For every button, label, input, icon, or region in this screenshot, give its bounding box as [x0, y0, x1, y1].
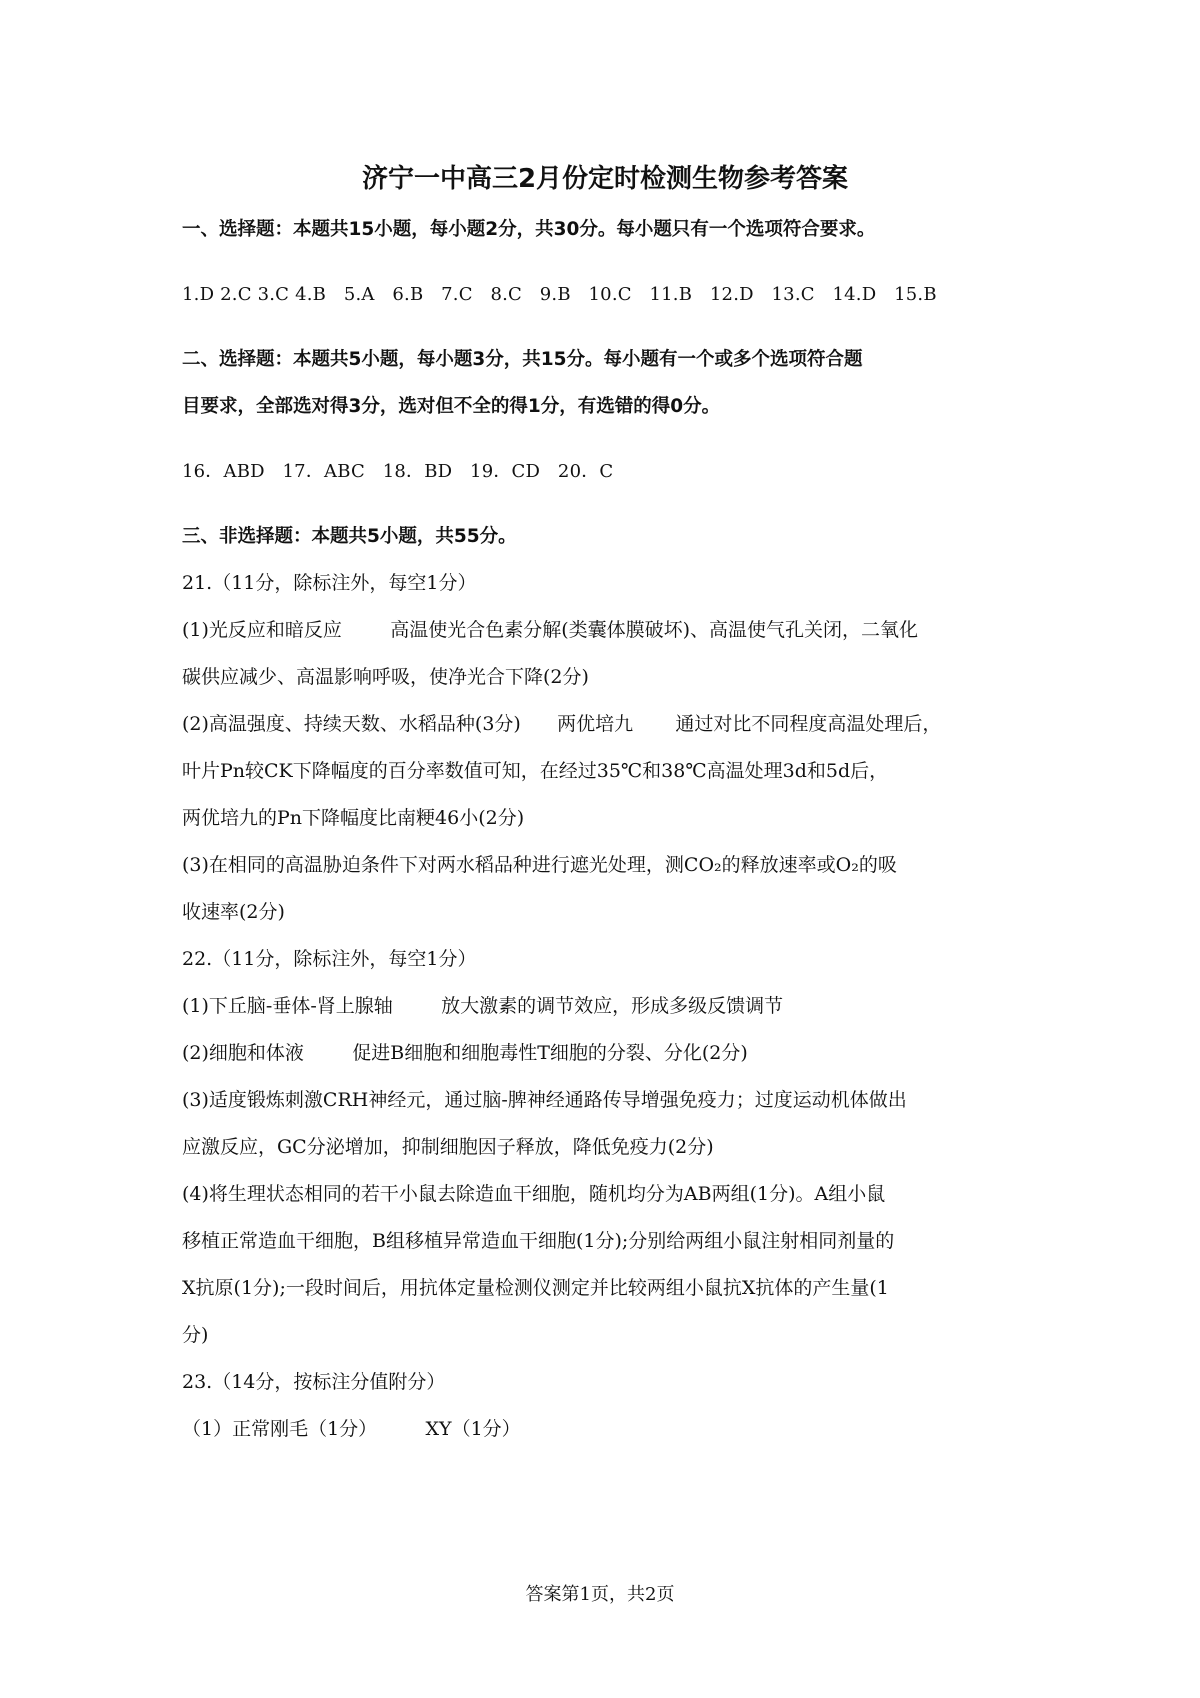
q22-part4-line4: 分) — [182, 1324, 209, 1346]
q22-part2: (2)细胞和体液 促进B细胞和细胞毒性T细胞的分裂、分化(2分) — [182, 1042, 748, 1064]
q22-part4-line3: X抗原(1分);一段时间后，用抗体定量检测仪测定并比较两组小鼠抗X抗体的产生量(1 — [182, 1277, 889, 1299]
q21-part2-line2: 叶片Pn较CK下降幅度的百分率数值可知，在经过35℃和38℃高温处理3d和5d后， — [182, 760, 889, 782]
section1-answers: 1.D 2.C 3.C 4.B 5.A 6.B 7.C 8.C 9.B 10.C 11.B 12.D 13.C 14.D 15.B — [182, 284, 937, 305]
section3-heading: 三、非选择题：本题共5小题，共55分。 — [182, 526, 517, 547]
q22-part4-line2: 移植正常造血干细胞，B组移植异常造血干细胞(1分);分别给两组小鼠注射相同剂量的 — [182, 1230, 895, 1252]
answer-content — [182, 160, 1028, 1453]
section1-heading: 一、选择题：本题共15小题，每小题2分，共30分。每小题只有一个选项符合要求。 — [182, 219, 876, 240]
q21-part2-line3: 两优培九的Pn下降幅度比南粳46小(2分) — [182, 807, 525, 829]
q23-header: 23.（14分，按标注分值附分） — [182, 1371, 446, 1393]
q21-part1-line2: 碳供应减少、高温影响呼吸，使净光合下降(2分) — [182, 666, 589, 688]
q22-part1: (1)下丘脑-垂体-肾上腺轴 放大激素的调节效应，形成多级反馈调节 — [182, 995, 784, 1017]
section2-heading-line2: 目要求，全部选对得3分，选对但不全的得1分，有选错的得0分。 — [182, 396, 721, 417]
q21-part3-line2: 收速率(2分) — [182, 901, 285, 923]
q21-part2-line1: (2)高温强度、持续天数、水稻品种(3分) 两优培九 通过对比不同程度高温处理后， — [182, 713, 942, 735]
q22-part3-line1: (3)适度锻炼刺激CRH神经元，通过脑-脾神经通路传导增强免疫力；过度运动机体做出 — [182, 1089, 907, 1111]
q23-part1: （1）正常刚毛（1分） XY（1分） — [182, 1418, 521, 1440]
q21-header: 21.（11分，除标注外，每空1分） — [182, 572, 477, 594]
q22-part3-line2: 应激反应，GC分泌增加，抑制细胞因子释放，降低免疫力(2分) — [182, 1136, 714, 1158]
page-footer: 答案第1页，共2页 — [525, 1584, 675, 1605]
q21-part3-line1: (3)在相同的高温胁迫条件下对两水稻品种进行遮光处理，测CO₂的释放速率或O₂的吸 — [182, 854, 897, 876]
page-title: 济宁一中高三2月份定时检测生物参考答案 — [361, 164, 849, 194]
q22-part4-line1: (4)将生理状态相同的若干小鼠去除造血干细胞，随机均分为AB两组(1分)。A组小鼠 — [182, 1183, 886, 1205]
section2-answers: 16．ABD 17．ABC 18．BD 19．CD 20．C — [182, 461, 614, 482]
section2-heading-line1: 二、选择题：本题共5小题，每小题3分，共15分。每小题有一个或多个选项符合题 — [182, 349, 863, 370]
q22-header: 22.（11分，除标注外，每空1分） — [182, 948, 477, 970]
q21-part1-line1: (1)光反应和暗反应 高温使光合色素分解(类囊体膜破坏)、高温使气孔关闭，二氧化 — [182, 619, 919, 641]
